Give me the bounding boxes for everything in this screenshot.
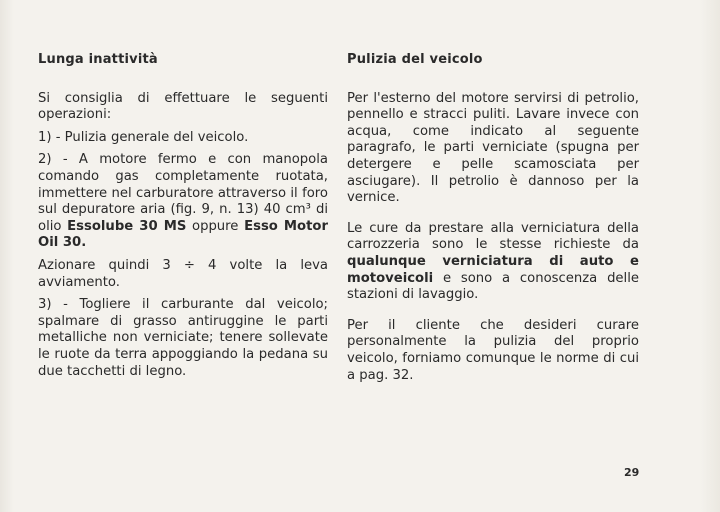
paragraph-intro: Si consiglia di effettuare le seguenti operazioni: xyxy=(38,90,328,123)
paragraph-customer-note: Per il cliente che desideri curare personalmente la pulizia del proprio veicolo, forniamo comunque le norme di cui a pag. 32. xyxy=(347,317,639,383)
page-number: 29 xyxy=(624,466,640,479)
paragraph-step-2 xyxy=(38,152,328,252)
paint-care-text: Le cure da prestare alla verniciatura della carrozzeria sono le stesse richieste da xyxy=(347,220,639,253)
heading-vehicle-cleaning: Pulizia del veicolo xyxy=(347,52,483,67)
paragraph-engine-cleaning: Per l'esterno del motore servirsi di petrolio, pennello e stracci puliti. Lavare invece con acqua, come indicato al seguente paragrafo, le parti verniciate (spugna per detergere e pelle scamosciata per asciugare). Il petrolio è dannoso per la vernice. xyxy=(347,90,639,206)
paragraph-paint-care xyxy=(347,221,639,304)
left-column xyxy=(38,52,328,386)
oil-name-2: Esso Motor Oil 30. xyxy=(38,218,328,251)
paint-care-bold: qualunque verniciatura di auto e motoveicoli xyxy=(347,253,639,286)
oil-name-1: Essolube 30 MS xyxy=(67,218,187,234)
step-2-text: 2) - A motore fermo e con manopola comando gas completamente ruotata, immettere nel carburatore attraverso il foro sul depuratore aria (fig. 9, n. 13) 40 cm³ di olio xyxy=(38,152,328,234)
paragraph-step-1: 1) - Pulizia generale del veicolo. xyxy=(38,129,249,145)
paragraph-step-3: 3) - Togliere il carburante dal veicolo; spalmare di grasso antiruggine le parti metalliche non verniciate; tenere sollevate le ruote da terra appoggiando la pedana su due tacchetti di legno. xyxy=(38,297,328,379)
step-2-or: oppure xyxy=(186,218,245,234)
heading-long-inactivity: Lunga inattività xyxy=(38,52,158,67)
paragraph-kickstart: Azionare quindi 3 ÷ 4 volte la leva avviamento. xyxy=(38,257,328,290)
right-column xyxy=(347,52,639,398)
paint-care-end: e sono a conoscenza delle stazioni di lavaggio. xyxy=(347,270,639,303)
